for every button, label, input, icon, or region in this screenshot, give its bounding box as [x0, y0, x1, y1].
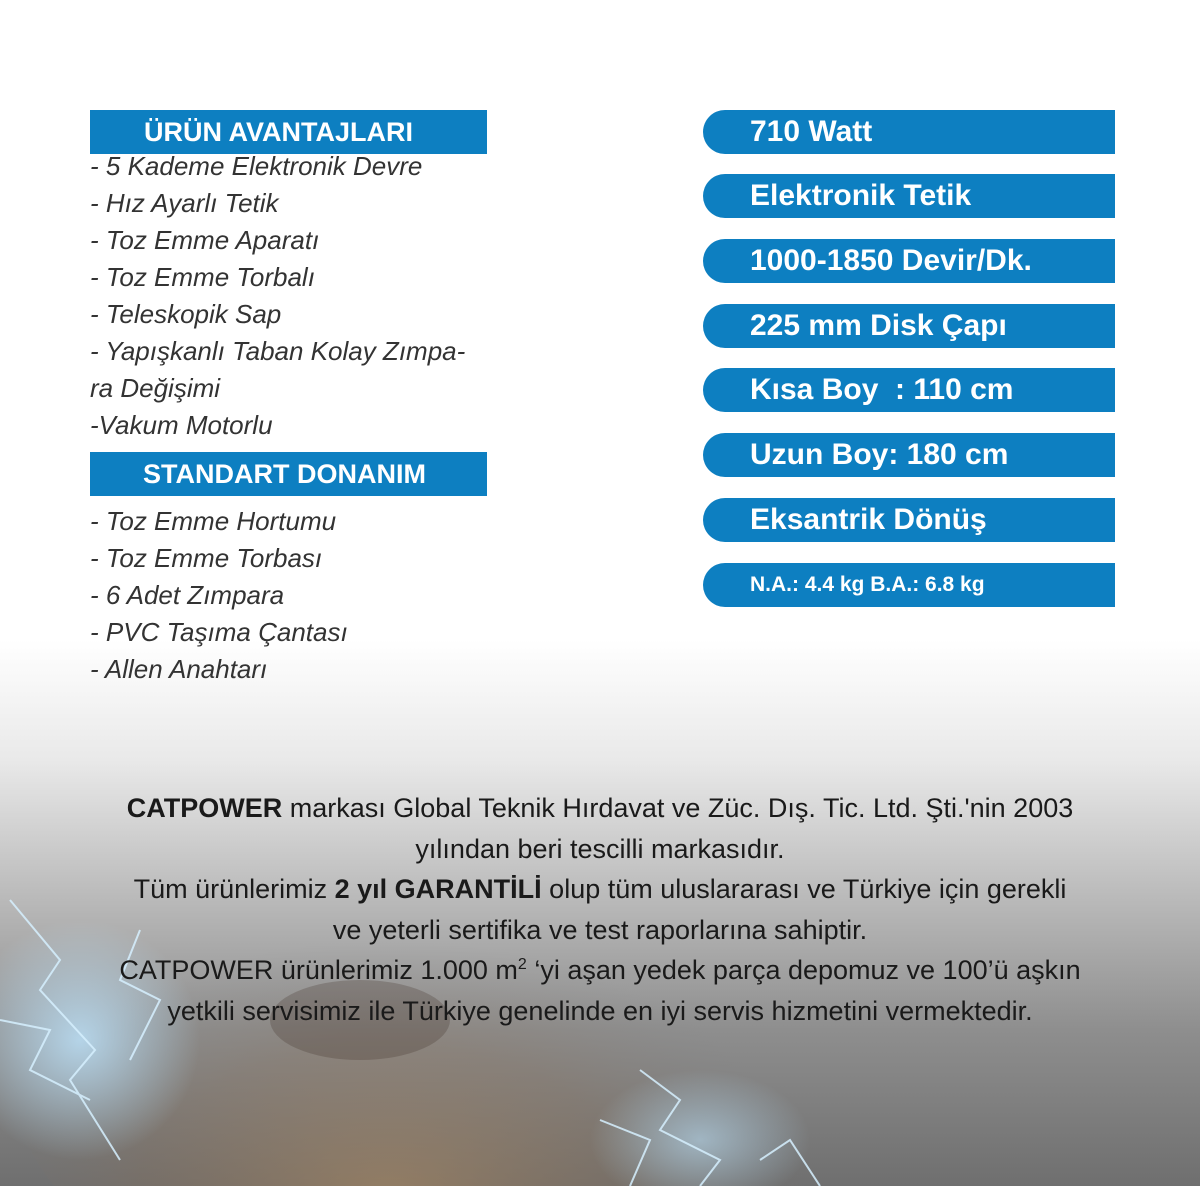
spec-power: 710 Watt [703, 110, 1115, 154]
footer-line-4: ve yeterli sertifika ve test raporlarına sahiptir. [332, 914, 868, 945]
spec-rotation: Eksantrik Dönüş [703, 498, 1115, 542]
spec-disc-diameter: 225 mm Disk Çapı [703, 304, 1115, 348]
list-item: - Teleskopik Sap [90, 299, 282, 329]
spec-short-length: Kısa Boy : 110 cm [703, 368, 1115, 412]
list-item: ra Değişimi [90, 373, 221, 403]
list-item: - Toz Emme Hortumu [90, 506, 337, 536]
list-item: - 6 Adet Zımpara [90, 580, 285, 610]
spec-speed: 1000-1850 Devir/Dk. [703, 239, 1115, 283]
footer-line-1: CATPOWER markası Global Teknik Hırdavat ve Züc. Dış. Tic. Ltd. Şti.'nin 2003 [126, 793, 1074, 823]
list-item: - Allen Anahtarı [90, 654, 268, 684]
list-item: - Toz Emme Aparatı [90, 225, 320, 255]
footer-line-3: Tüm ürünlerimiz 2 yıl GARANTİLİ olup tüm uluslararası ve Türkiye için gerekli [133, 874, 1067, 904]
list-item: - Yapışkanlı Taban Kolay Zımpa- [90, 336, 466, 366]
brand-info-text [40, 788, 1160, 1031]
spec-long-length: Uzun Boy: 180 cm [703, 433, 1115, 477]
spec-trigger: Elektronik Tetik [703, 174, 1115, 218]
list-item: - Toz Emme Torbası [90, 543, 323, 573]
list-item: - 5 Kademe Elektronik Devre [90, 151, 423, 181]
footer-line-5: CATPOWER ürünlerimiz 1.000 $m^2$ ‘yi aşan yedek parça depomuz ve 100’ü aşkın [119, 955, 1081, 985]
list-item: - Hız Ayarlı Tetik [90, 188, 279, 218]
standard-equipment-header: STANDART DONANIM [90, 452, 487, 496]
standard-equipment-list [90, 503, 500, 688]
warranty-highlight: 2 yıl GARANTİLİ [334, 874, 542, 904]
product-advantages-header: ÜRÜN AVANTAJLARI [90, 110, 487, 154]
list-item: - Toz Emme Torbalı [90, 262, 315, 292]
footer-line-2: yılından beri tescilli markasıdır. [415, 833, 785, 864]
list-item: - PVC Taşıma Çantası [90, 617, 348, 647]
spec-weight: N.A.: 4.4 kg B.A.: 6.8 kg [703, 563, 1115, 607]
product-advantages-list [90, 148, 500, 444]
list-item: -Vakum Motorlu [90, 410, 273, 440]
footer-line-6: yetkili servisimiz ile Türkiye genelinde en iyi servis hizmetini vermektedir. [167, 995, 1033, 1026]
brand-name: CATPOWER [126, 793, 283, 823]
